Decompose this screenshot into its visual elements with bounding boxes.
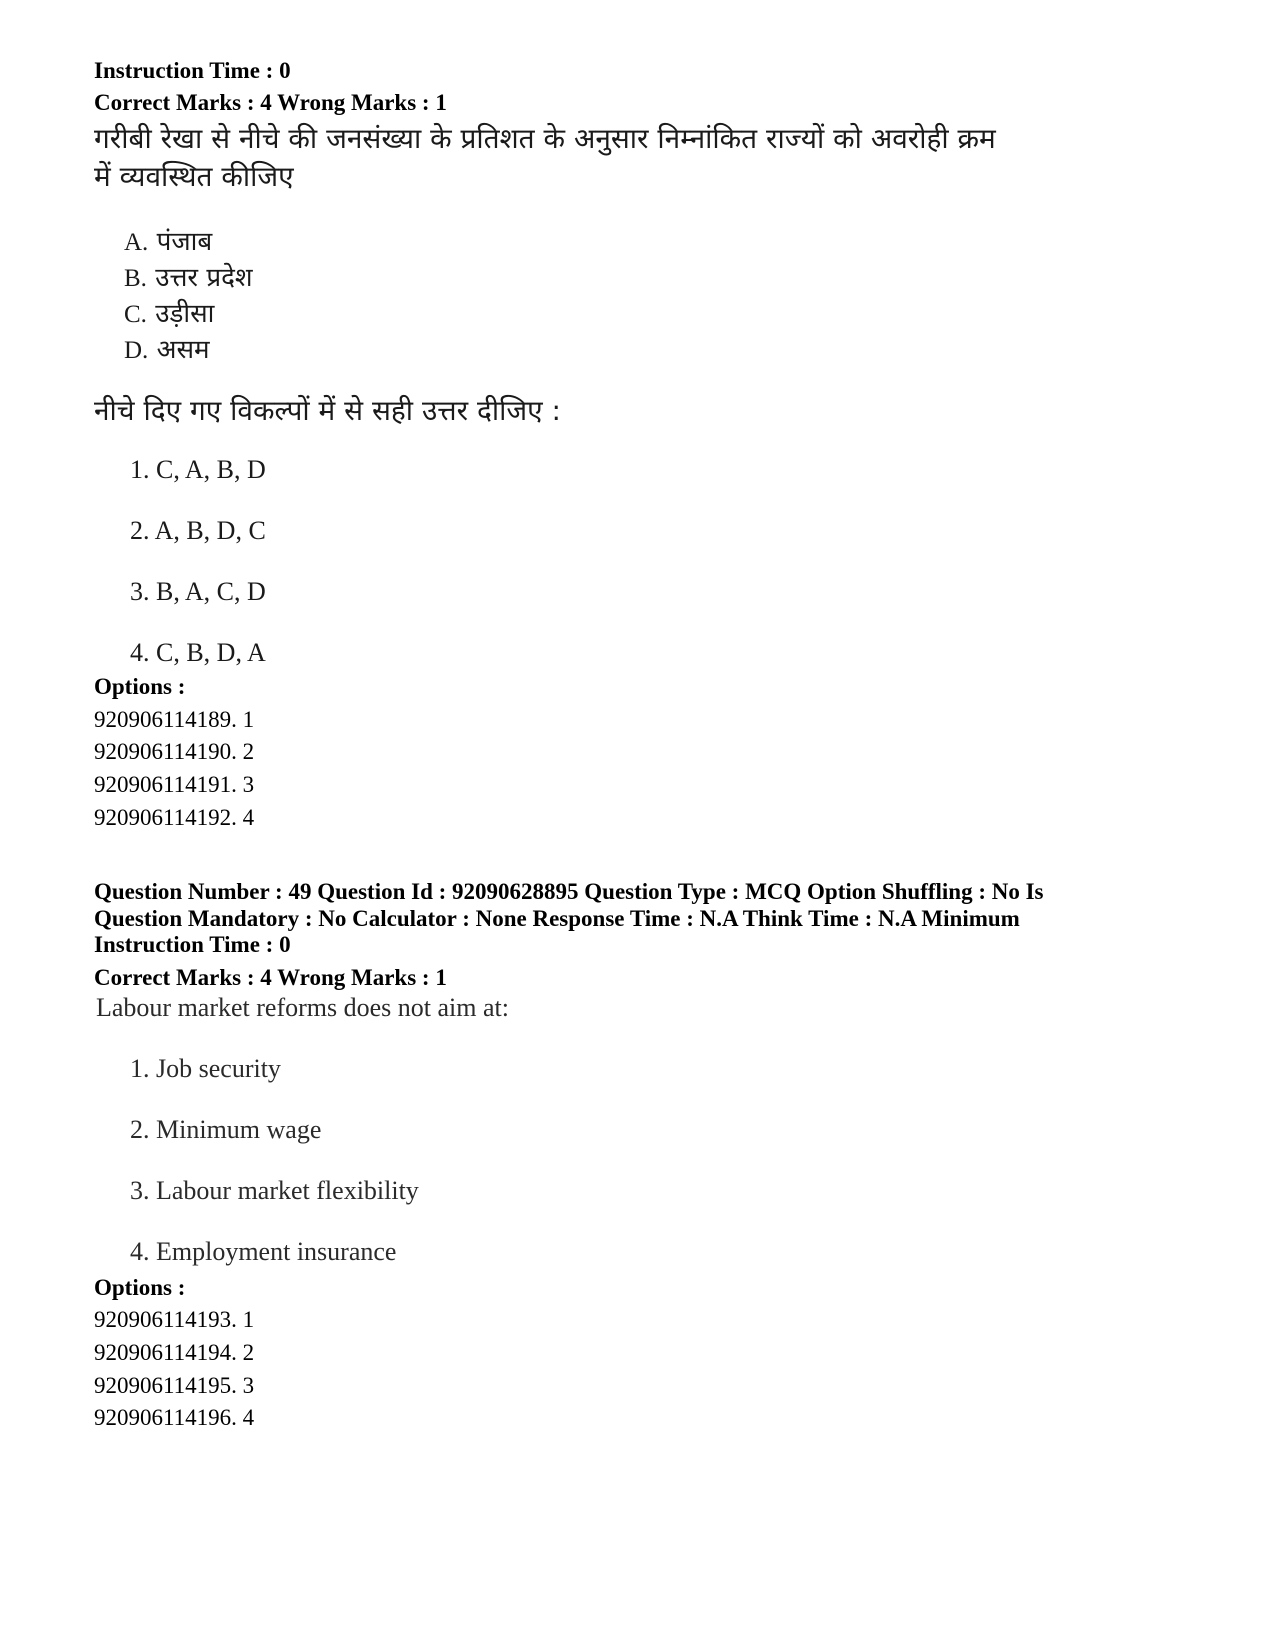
list-item bbox=[124, 222, 212, 258]
item-text: असम bbox=[156, 335, 210, 365]
option-id: 920906114192. 4 bbox=[94, 805, 255, 830]
question-text-line-1: गरीबी रेखा से नीचे की जनसंख्या के प्रतिशत के अनुसार निम्नांकित राज्यों को अवरोही क्रम bbox=[94, 122, 996, 155]
answer-prompt: नीचे दिए गए विकल्पों में से सही उत्तर दीजिए : bbox=[94, 394, 561, 427]
item-letter: B. bbox=[124, 265, 147, 292]
instruction-time: Instruction Time : 0 bbox=[94, 58, 291, 83]
list-item bbox=[124, 258, 253, 294]
answer-choice-3: 3. B, A, C, D bbox=[130, 577, 266, 606]
marks-info: Correct Marks : 4 Wrong Marks : 1 bbox=[94, 90, 447, 115]
answer-choice-1: 1. C, A, B, D bbox=[130, 455, 266, 484]
options-label: Options : bbox=[94, 674, 186, 699]
item-text: उड़ीसा bbox=[155, 299, 215, 329]
question-text: Labour market reforms does not aim at: bbox=[96, 993, 509, 1022]
option-id: 920906114189. 1 bbox=[94, 707, 255, 732]
answer-choice-2: 2. A, B, D, C bbox=[130, 516, 266, 545]
options-label: Options : bbox=[94, 1275, 186, 1300]
marks-info: Correct Marks : 4 Wrong Marks : 1 bbox=[94, 965, 447, 990]
answer-choice-1: 1. Job security bbox=[130, 1054, 281, 1083]
item-letter: A. bbox=[124, 229, 149, 256]
answer-choice-2: 2. Minimum wage bbox=[130, 1115, 322, 1144]
option-id: 920906114196. 4 bbox=[94, 1405, 255, 1430]
answer-choice-4: 4. Employment insurance bbox=[130, 1237, 397, 1266]
question-text-line-2: में व्यवस्थित कीजिए bbox=[94, 160, 294, 193]
option-id: 920906114193. 1 bbox=[94, 1307, 255, 1332]
question-header-line-1: Question Number : 49 Question Id : 92090628895 Question Type : MCQ Option Shuffling : No Is bbox=[94, 879, 1044, 904]
answer-choice-3: 3. Labour market flexibility bbox=[130, 1176, 419, 1205]
list-item bbox=[124, 294, 214, 330]
question-header-line-2: Question Mandatory : No Calculator : None Response Time : N.A Think Time : N.A Minimum bbox=[94, 906, 1020, 931]
answer-choice-4: 4. C, B, D, A bbox=[130, 638, 266, 667]
option-id: 920906114194. 2 bbox=[94, 1340, 255, 1365]
list-item bbox=[124, 330, 210, 366]
item-letter: C. bbox=[124, 301, 147, 328]
option-id: 920906114195. 3 bbox=[94, 1373, 255, 1398]
item-text: उत्तर प्रदेश bbox=[155, 263, 253, 293]
question-header-line-3: Instruction Time : 0 bbox=[94, 932, 291, 957]
item-text: पंजाब bbox=[156, 227, 213, 257]
item-letter: D. bbox=[124, 337, 149, 364]
option-id: 920906114190. 2 bbox=[94, 739, 255, 764]
option-id: 920906114191. 3 bbox=[94, 772, 255, 797]
